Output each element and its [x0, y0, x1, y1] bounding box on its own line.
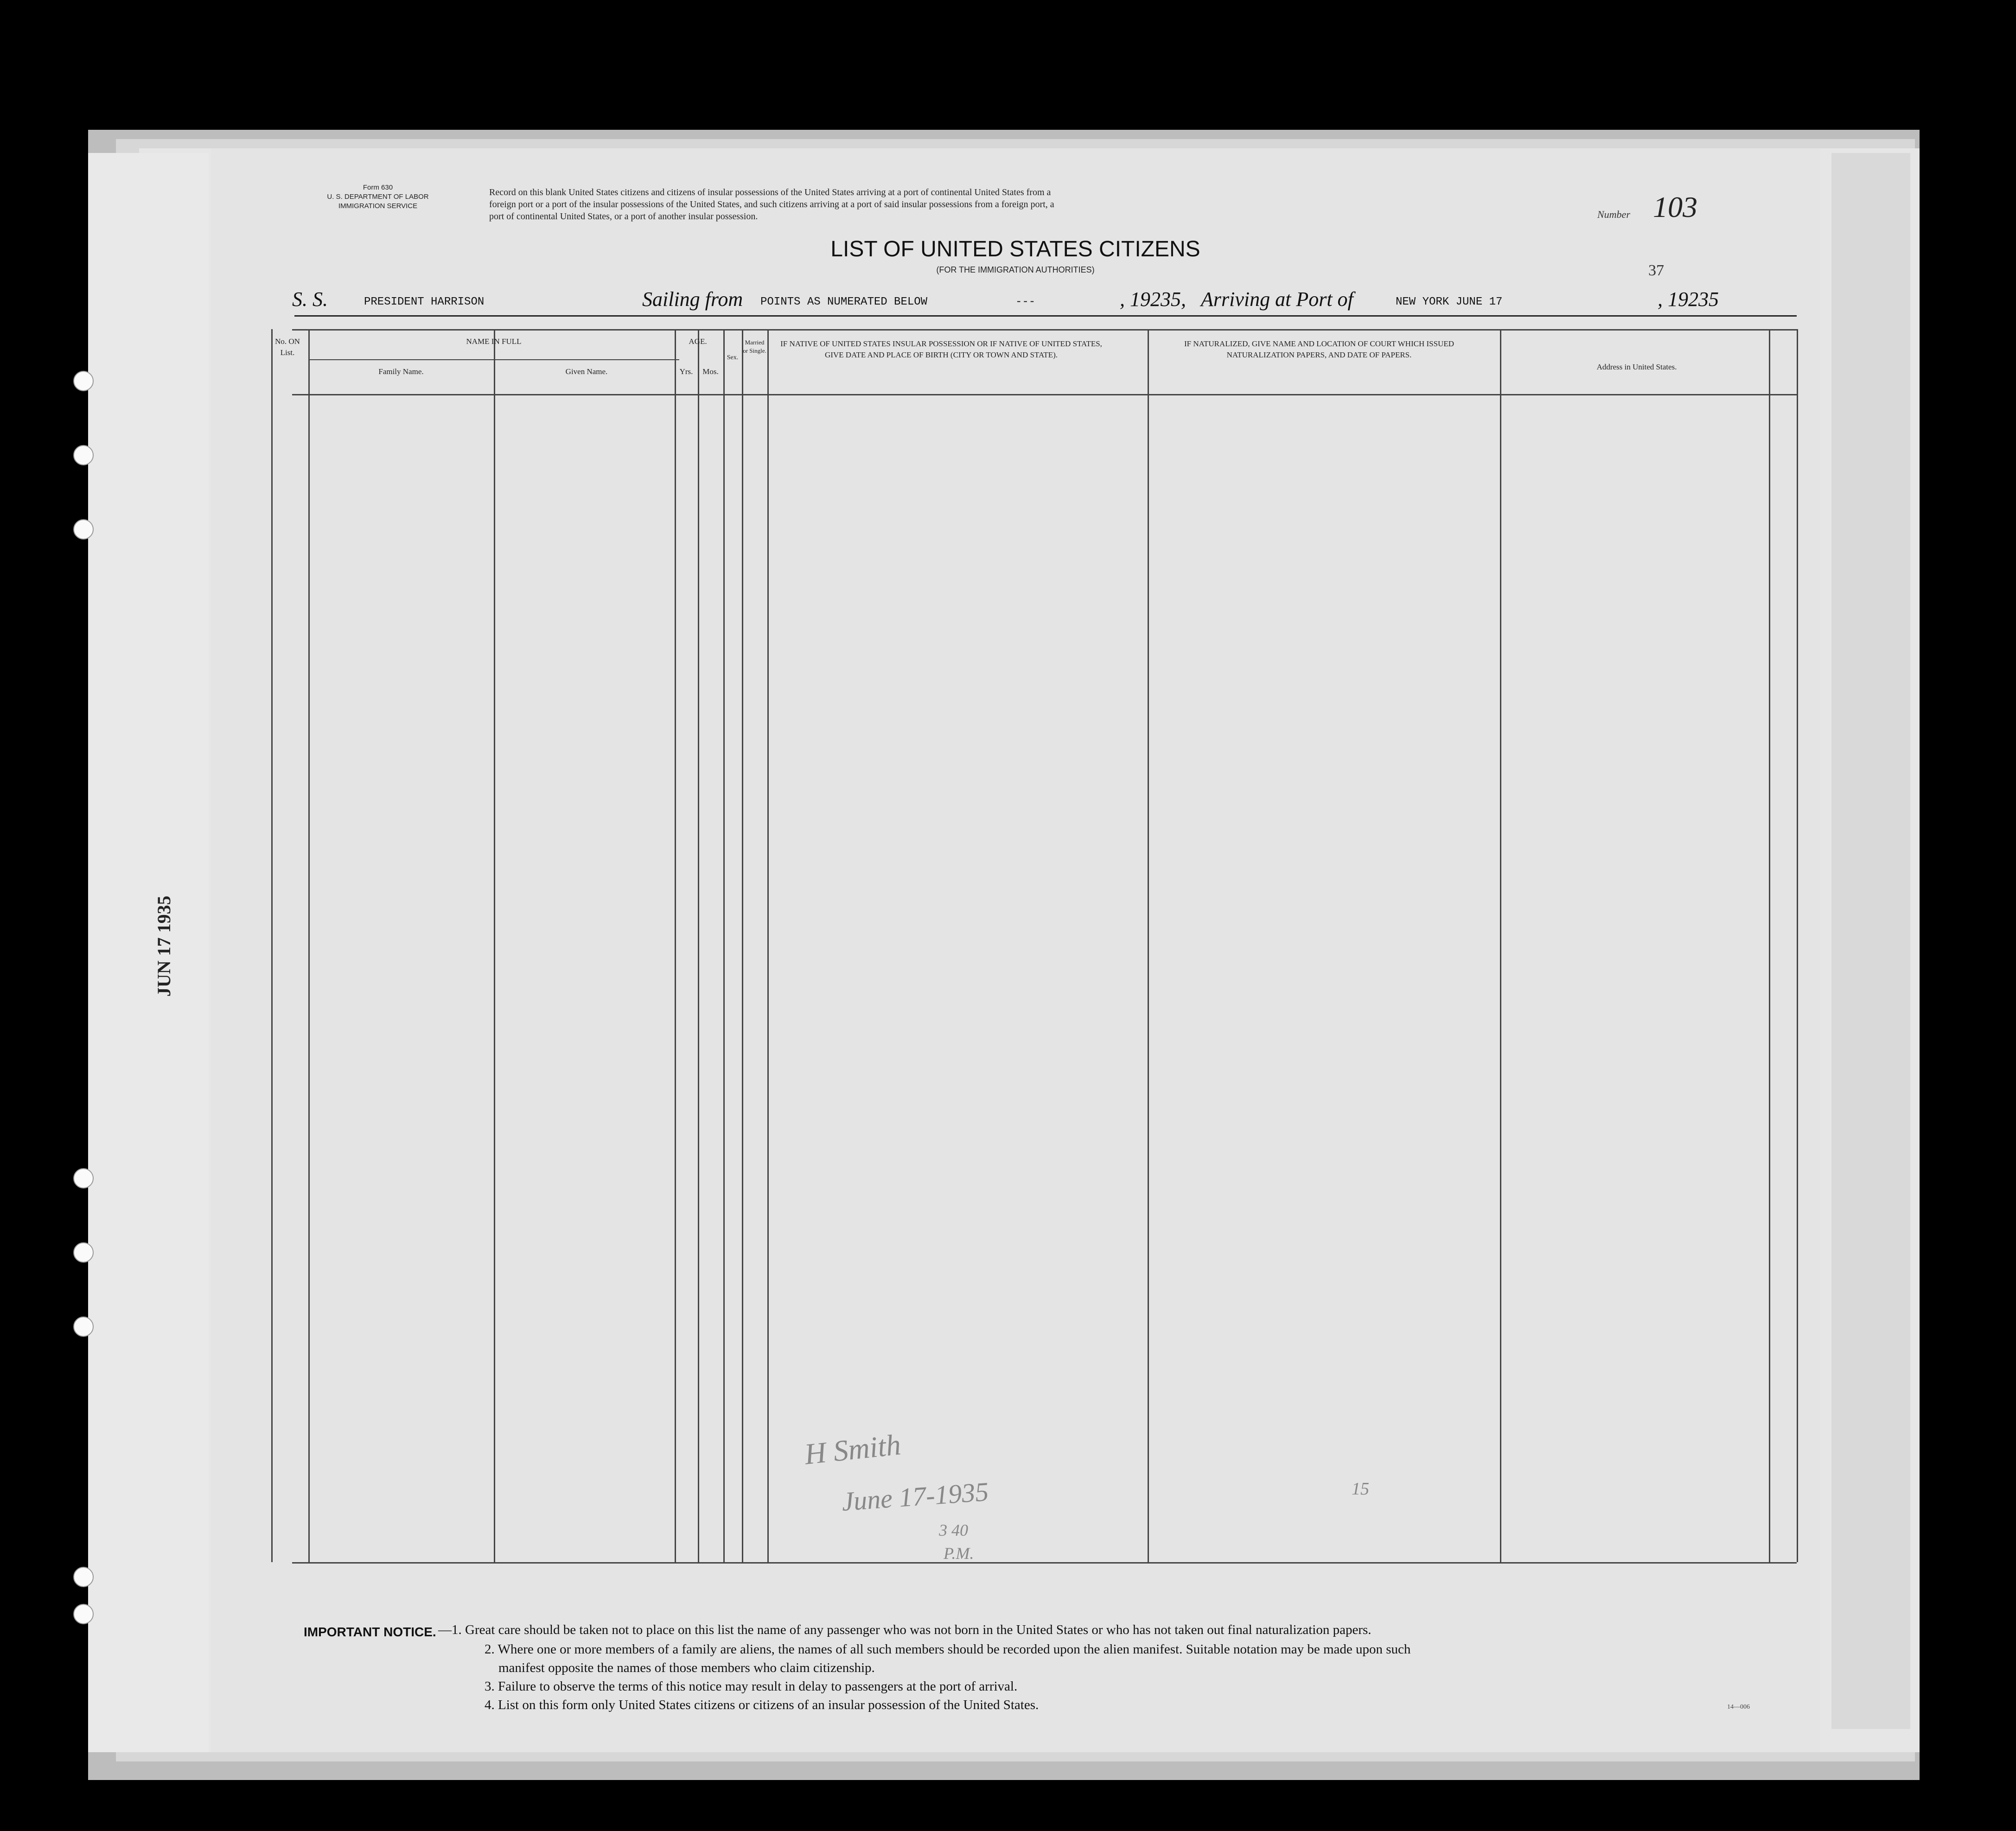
header-address: Address in United States.	[1596, 362, 1677, 371]
column-rule	[1500, 329, 1501, 1562]
corner-note: 37	[1648, 262, 1664, 279]
signature-date: June 17-1935	[841, 1476, 990, 1517]
instruction-line: Record on this blank United States citizens and citizens of insular possessions of the United States arriving at a port of continental United States from a	[489, 187, 1051, 197]
table-bottom-rule	[292, 1562, 1797, 1564]
ship-line-rule	[294, 315, 1797, 317]
inspector-signature: H Smith	[803, 1428, 903, 1471]
column-rule	[271, 329, 273, 1562]
header-given-name: Given Name.	[565, 367, 608, 376]
list-number: 103	[1653, 191, 1697, 223]
punch-hole	[73, 1567, 94, 1587]
date-stamp: JUN 17 1935	[153, 896, 174, 997]
header-no: No. ON List.	[275, 337, 300, 357]
ship-name: PRESIDENT HARRISON	[364, 296, 485, 308]
signature-note: 15	[1352, 1479, 1369, 1499]
form-number: Form 630	[363, 184, 393, 191]
number-label: Number	[1597, 209, 1630, 220]
notice-item-2-cont: manifest opposite the names of those members who claim citizenship.	[498, 1660, 875, 1675]
notice-label: IMPORTANT NOTICE.	[304, 1625, 436, 1639]
department: U. S. DEPARTMENT OF LABOR	[327, 193, 429, 201]
column-rule	[723, 329, 725, 1562]
column-rule	[675, 329, 676, 1562]
column-rule	[1797, 329, 1798, 1562]
header-naturalized: IF NATURALIZED, GIVE NAME AND LOCATION OF COURT WHICH ISSUED NATURALIZATION PAPERS, AND DATE OF PAPERS.	[1184, 339, 1454, 359]
ss-label: S. S.	[292, 288, 328, 311]
arriving-port: NEW YORK JUNE 17	[1396, 296, 1503, 308]
manifest-page	[211, 148, 1820, 1752]
punch-hole	[73, 1168, 94, 1189]
page-subtitle: (FOR THE IMMIGRATION AUTHORITIES)	[936, 265, 1095, 274]
form-code: 14—006	[1727, 1704, 1750, 1710]
punch-hole	[73, 1604, 94, 1624]
sailing-label: Sailing from	[642, 288, 743, 311]
header-bottom-rule	[292, 394, 1797, 395]
column-rule	[742, 329, 743, 1562]
column-rule	[494, 329, 495, 1562]
punch-hole	[73, 445, 94, 465]
column-rule	[767, 329, 769, 1562]
header-birth: IF NATIVE OF UNITED STATES INSULAR POSSESSION OR IF NATIVE OF UNITED STATES, GIVE DATE AND PLACE OF BIRTH (CITY OR TOWN AND STATE).	[780, 339, 1102, 359]
table-top-rule	[292, 329, 1797, 331]
notice-item-3: 3. Failure to observe the terms of this notice may result in delay to passengers at the port of arrival.	[485, 1679, 1018, 1694]
underlying-page-edge	[1831, 153, 1910, 1729]
notice-item-1: —1. Great care should be taken not to place on this list the name of any passenger who was not born in the United States or who has not taken out final naturalization papers.	[438, 1622, 1372, 1637]
year-second: , 19235	[1658, 288, 1719, 311]
column-rule	[1769, 329, 1770, 1562]
instruction-line: foreign port or a port of the insular possessions of the United States, and such citizens arriving at a port of said insular possessions from a foreign port, a	[489, 199, 1054, 210]
column-rule	[308, 329, 310, 1562]
punch-hole	[73, 371, 94, 391]
header-family-name: Family Name.	[378, 367, 424, 376]
header-sex: Sex.	[727, 354, 739, 361]
sailing-dash: ---	[1015, 296, 1036, 308]
header-years: Yrs.	[679, 367, 693, 376]
column-rule	[698, 329, 699, 1562]
header-name-in-full: NAME IN FULL	[466, 337, 522, 346]
column-rule	[1148, 329, 1149, 1562]
arriving-label: Arriving at Port of	[1201, 288, 1353, 311]
header-age: AGE.	[689, 337, 707, 346]
header-months: Mos.	[702, 367, 719, 376]
punch-hole	[73, 519, 94, 540]
notice-item-4: 4. List on this form only United States citizens or citizens of an insular possession of the United States.	[485, 1697, 1039, 1712]
signature-time: 3 40	[939, 1521, 968, 1539]
notice-item-2: 2. Where one or more members of a family are aliens, the names of all such members should be recorded upon the alien manifest. Suitable notation may be made upon such	[485, 1642, 1411, 1657]
underlying-page-strip	[88, 153, 209, 1752]
punch-hole	[73, 1242, 94, 1263]
service: IMMIGRATION SERVICE	[338, 202, 418, 210]
year-first: , 19235,	[1120, 288, 1186, 311]
form-header	[325, 183, 431, 211]
record-instructions	[489, 186, 1750, 223]
punch-hole	[73, 1316, 94, 1337]
signature-ampm: P.M.	[944, 1544, 974, 1563]
page-title: LIST OF UNITED STATES CITIZENS	[830, 237, 1200, 261]
instruction-line: port of continental United States, or a port of another insular possession.	[489, 211, 758, 222]
header-married-single: Married or Single.	[743, 339, 766, 354]
sailing-from: POINTS AS NUMERATED BELOW	[760, 296, 928, 308]
